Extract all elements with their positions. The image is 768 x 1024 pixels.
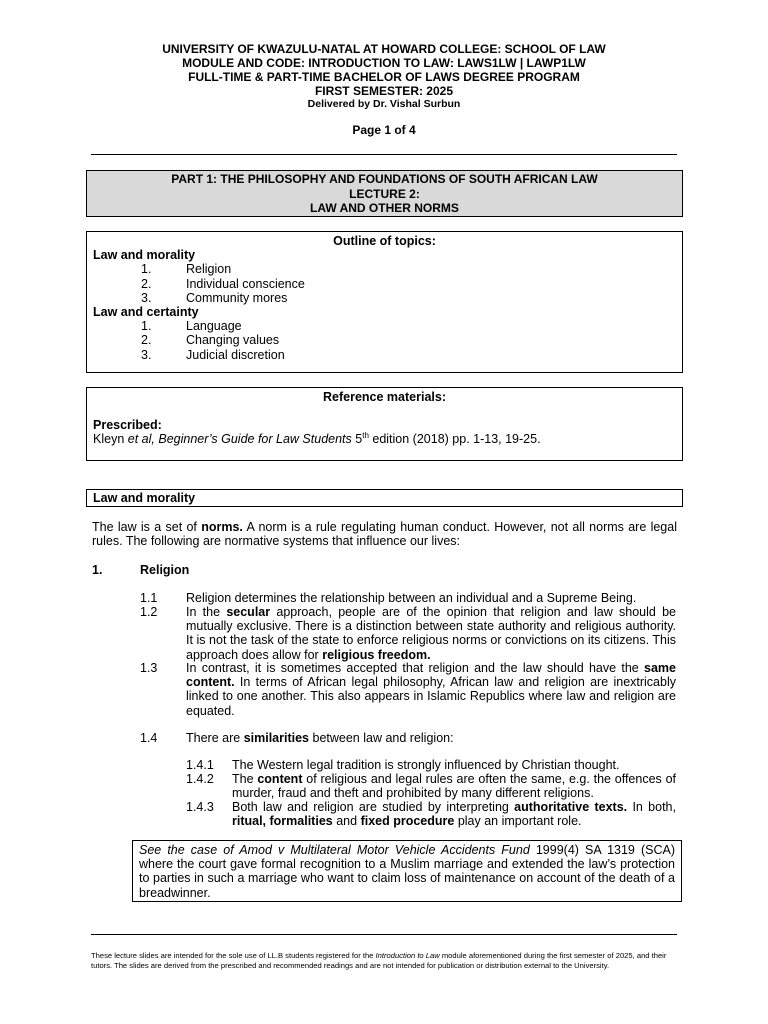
header-divider — [91, 154, 677, 155]
header-semester: FIRST SEMESTER: 2025 — [314, 84, 454, 98]
lecture-title: LAW AND OTHER NORMS — [310, 201, 459, 215]
para-1-3: In contrast, it is sometimes accepted that religion and the law should have the same content. In terms of African legal philosophy, African law and religion are inextricably linked to one another. This also appears in Islamic Republics where law and religion are equated. — [186, 661, 676, 718]
outline-title: Outline of topics: — [333, 234, 436, 248]
religion-number: 1. — [92, 563, 103, 577]
case-callout-box — [132, 840, 682, 902]
reference-title: Reference materials: — [323, 390, 446, 404]
header-program: FULL-TIME & PART-TIME BACHELOR OF LAWS DEGREE PROGRAM — [188, 70, 580, 84]
subpara-number: 1.4.2 — [186, 772, 214, 786]
religion-heading: Religion — [140, 563, 190, 577]
case-description: 1999(4) SA 1319 (SCA) where the court gave formal recognition to a Muslim marriage and extended the law’s protection to parties in such a marriage who want to claim loss of maintenance on account of the death of a breadwinner. — [139, 843, 675, 900]
outline-item: Changing values — [186, 333, 280, 348]
para-number: 1.2 — [140, 605, 158, 619]
footer-disclaimer: These lecture slides are intended for the sole use of LL.B students registered for the Introduction to Law module aforementioned during the first semester of 2025, and their tutors. The slides are derived from the prescribed and recommended readings and are not intended for publication or distribution external to the University. — [91, 951, 667, 970]
outline-item: Religion — [186, 262, 232, 277]
para-number: 1.3 — [140, 661, 158, 675]
outline-item: Community mores — [186, 290, 288, 305]
outline-list — [93, 319, 676, 362]
section-heading-box — [86, 489, 683, 507]
part-title: PART 1: THE PHILOSOPHY AND FOUNDATIONS OF SOUTH AFRICAN LAW — [171, 172, 598, 186]
para-1-4-3: Both law and religion are studied by interpreting authoritative texts. In both, ritual, formalities and fixed procedure play an important role. — [232, 800, 676, 829]
header-university: UNIVERSITY OF KWAZULU-NATAL AT HOWARD COLLEGE: SCHOOL OF LAW — [162, 42, 606, 56]
outline-group-heading: Law and morality — [93, 248, 196, 263]
outline-item-number: 3. — [141, 347, 152, 362]
outline-item-number: 2. — [141, 276, 152, 291]
outline-item-number: 2. — [141, 333, 152, 348]
subpara-number: 1.4.3 — [186, 800, 214, 814]
para-1-2: In the secular approach, people are of the opinion that religion and law should be mutually exclusive. There is a distinction between state authority and religious authority. It is not the task of the state to enforce religious norms or convictions on its citizens. This approach does allow for religious freedom. — [186, 605, 676, 662]
page-number: Page 1 of 4 — [352, 123, 416, 137]
outline-item-number: 1. — [141, 319, 152, 334]
footer-divider — [91, 934, 677, 935]
outline-item-number: 1. — [141, 262, 152, 277]
para-number: 1.1 — [140, 591, 158, 605]
subpara-number: 1.4.1 — [186, 758, 214, 772]
para-1-4-2: The content of religious and legal rules are often the same, e.g. the offences of murder, fraud and theft and prohibited by many different religions. — [232, 772, 676, 801]
intro-paragraph: The law is a set of norms. A norm is a rule regulating human conduct. However, not all norms are legal rules. The following are normative systems that influence our lives: — [92, 520, 677, 549]
prescribed-label: Prescribed: — [93, 418, 162, 433]
para-number: 1.4 — [140, 731, 158, 745]
outline-item: Individual conscience — [186, 276, 305, 291]
para-1-1: Religion determines the relationship between an individual and a Supreme Being. — [186, 591, 637, 605]
outline-list — [93, 262, 676, 305]
lecture-number: LECTURE 2: — [349, 186, 420, 201]
outline-item: Judicial discretion — [186, 347, 285, 362]
para-1-4: There are similarities between law and religion: — [186, 731, 454, 745]
lecture-title-box — [86, 170, 683, 217]
header-module: MODULE AND CODE: INTRODUCTION TO LAW: LAWS1LW | LAWP1LW — [182, 56, 586, 70]
outline-item-number: 3. — [141, 290, 152, 305]
outline-item: Language — [186, 319, 242, 334]
case-name: See the case of Amod v Multilateral Motor Vehicle Accidents Fund — [139, 843, 530, 857]
reference-box — [86, 387, 683, 461]
outline-box — [86, 231, 683, 373]
document-header — [0, 42, 768, 137]
para-1-4-1: The Western legal tradition is strongly influenced by Christian thought. — [232, 758, 620, 772]
prescribed-reference: Kleyn et al, Beginner’s Guide for Law Students 5th edition (2018) pp. 1-13, 19-25. — [93, 431, 541, 447]
header-lecturer: Delivered by Dr. Vishal Surbun — [307, 98, 461, 110]
outline-group-heading: Law and certainty — [93, 305, 199, 319]
section-heading: Law and morality — [93, 491, 196, 505]
